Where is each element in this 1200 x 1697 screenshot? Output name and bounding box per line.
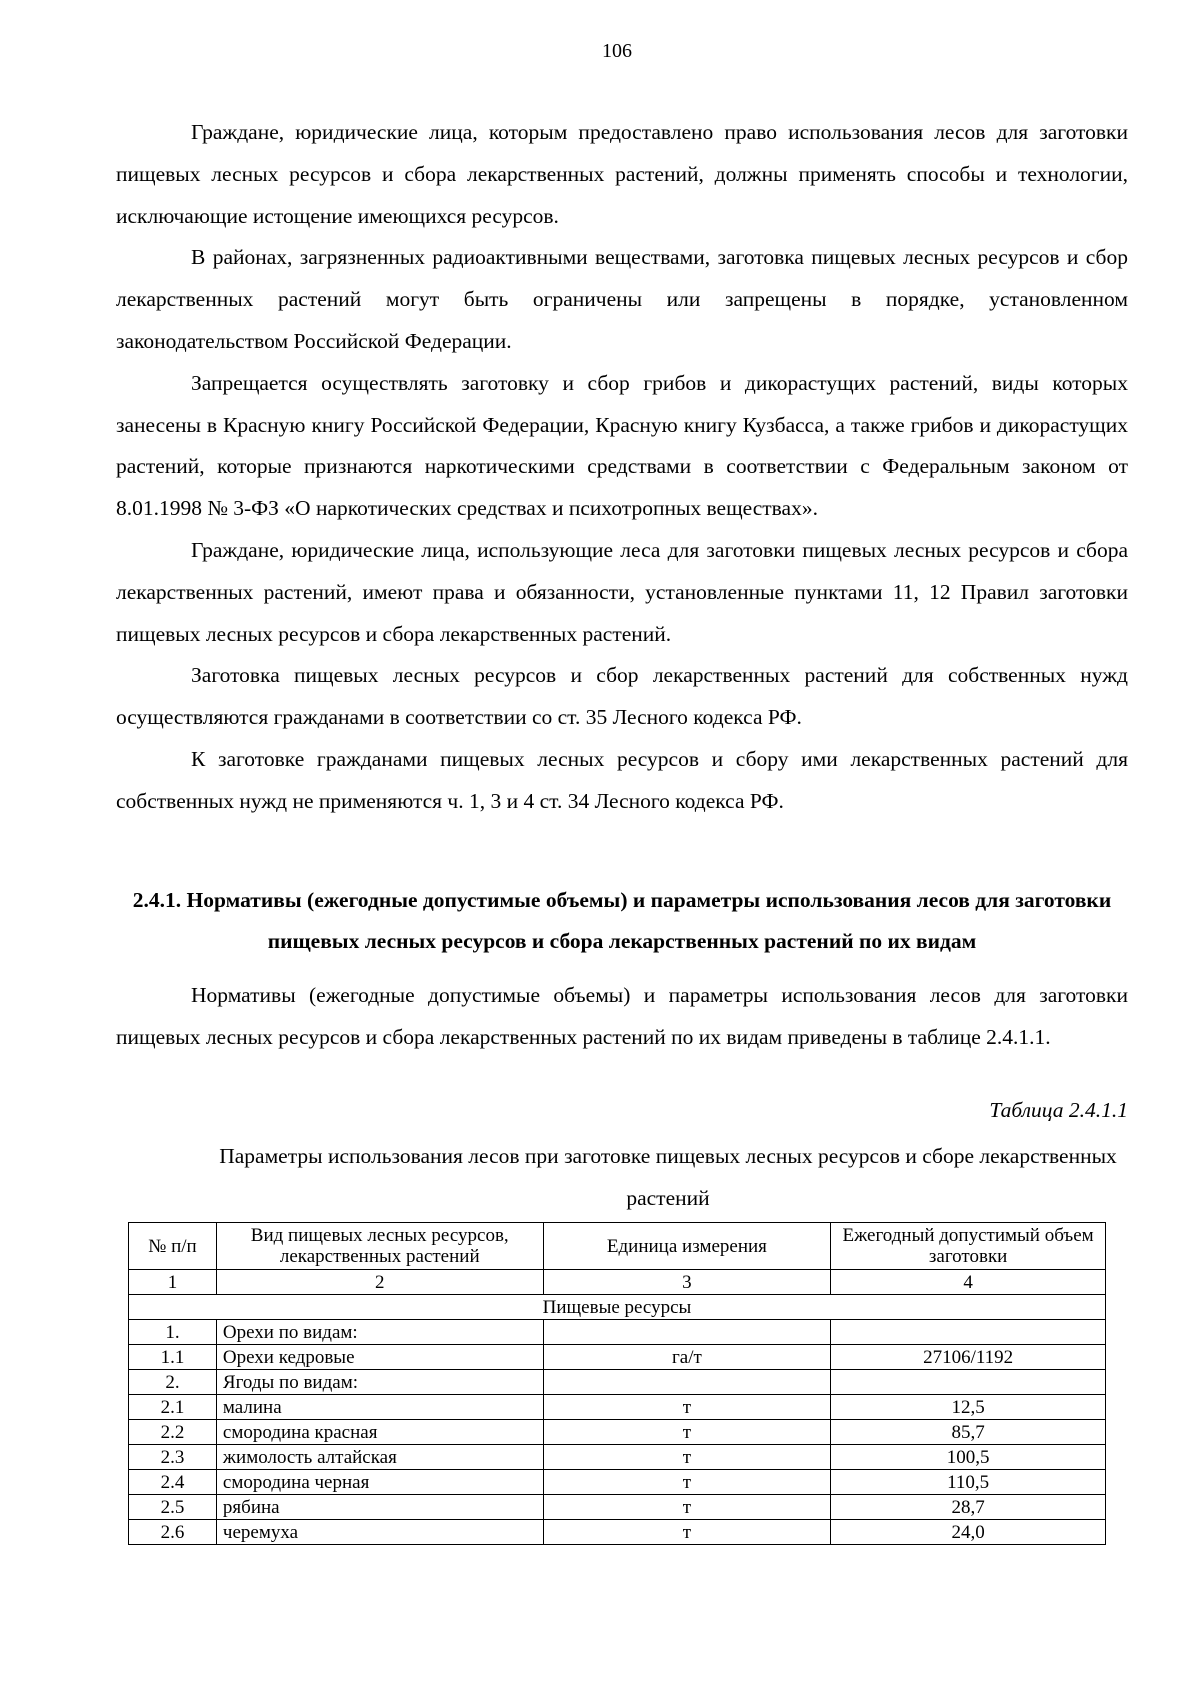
paragraph: В районах, загрязненных радиоактивными веществами, заготовка пищевых лесных ресурсов и сбор лекарственных растений могут быть ограничены или запрещены в порядке, установленном законодательством Российской Федерации.	[116, 245, 1128, 353]
section-heading: 2.4.1. Нормативы (ежегодные допустимые объемы) и параметры использования лесов для заготовки пищевых лесных ресурсов и сбора лекарственных растений по их видам	[132, 888, 1112, 953]
unit	[543, 1320, 831, 1345]
unit: т	[543, 1445, 831, 1470]
column-number-row	[129, 1270, 1106, 1295]
row-number: 1.1	[129, 1345, 217, 1370]
table-row	[129, 1495, 1106, 1520]
unit: т	[543, 1520, 831, 1545]
unit	[543, 1370, 831, 1395]
column-number: 2	[216, 1270, 543, 1295]
column-header: Ежегодный допустимый объем заготовки	[831, 1223, 1106, 1270]
table-label: Таблица 2.4.1.1	[989, 1098, 1128, 1122]
paragraph: Нормативы (ежегодные допустимые объемы) и параметры использования лесов для заготовки пищевых лесных ресурсов и сбора лекарственных растений по их видам приведены в таблице 2.4.1.1.	[116, 983, 1128, 1049]
row-number: 2.2	[129, 1420, 217, 1445]
group-label: Пищевые ресурсы	[129, 1295, 1106, 1320]
table-title: Параметры использования лесов при заготовке пищевых лесных ресурсов и сборе лекарственных растений	[219, 1144, 1117, 1210]
column-number: 3	[543, 1270, 831, 1295]
row-number: 2.5	[129, 1495, 217, 1520]
table-row	[129, 1320, 1106, 1345]
column-header: Вид пищевых лесных ресурсов, лекарственных растений	[216, 1223, 543, 1270]
annual-volume: 85,7	[831, 1420, 1106, 1445]
table-row	[129, 1345, 1106, 1370]
unit: га/т	[543, 1345, 831, 1370]
column-header: № п/п	[129, 1223, 217, 1270]
resource-name: Орехи по видам:	[216, 1320, 543, 1345]
column-header: Единица измерения	[543, 1223, 831, 1270]
row-number: 2.1	[129, 1395, 217, 1420]
group-row	[129, 1295, 1106, 1320]
resource-name: смородина красная	[216, 1420, 543, 1445]
data-table	[128, 1222, 1106, 1545]
column-number: 1	[129, 1270, 217, 1295]
paragraph: К заготовке гражданами пищевых лесных ресурсов и сбору ими лекарственных растений для собственных нужд не применяются ч. 1, 3 и 4 ст. 34 Лесного кодекса РФ.	[116, 746, 1128, 813]
paragraph: Граждане, юридические лица, которым предоставлено право использования лесов для заготовки пищевых лесных ресурсов и сбора лекарственных растений, должны применять способы и технологии, исключающие истощение имеющихся ресурсов.	[116, 120, 1128, 228]
resource-name: Ягоды по видам:	[216, 1370, 543, 1395]
annual-volume	[831, 1370, 1106, 1395]
paragraph: Запрещается осуществлять заготовку и сбор грибов и дикорастущих растений, виды которых занесены в Красную книгу Российской Федерации, Красную книгу Кузбасса, а также грибов и дикорастущих растений, которые признаются наркотическими средствами в соответствии с Федеральным законом от 8.01.1998 № 3-ФЗ «О наркотических средствах и психотропных веществах».	[116, 370, 1128, 521]
section-text	[116, 975, 1128, 1059]
table-row	[129, 1395, 1106, 1420]
row-number: 2.6	[129, 1520, 217, 1545]
paragraph: Граждане, юридические лица, использующие леса для заготовки пищевых лесных ресурсов и сбора лекарственных растений, имеют права и обязанности, установленные пунктами 11, 12 Правил заготовки пищевых лесных ресурсов и сбора лекарственных растений.	[116, 537, 1128, 646]
resource-name: Орехи кедровые	[216, 1345, 543, 1370]
resource-name: рябина	[216, 1495, 543, 1520]
unit: т	[543, 1420, 831, 1445]
resource-name: жимолость алтайская	[216, 1445, 543, 1470]
annual-volume: 24,0	[831, 1520, 1106, 1545]
unit: т	[543, 1395, 831, 1420]
unit: т	[543, 1470, 831, 1495]
table-header-row	[129, 1223, 1106, 1270]
resource-name: черемуха	[216, 1520, 543, 1545]
annual-volume: 12,5	[831, 1395, 1106, 1420]
column-number: 4	[831, 1270, 1106, 1295]
row-number: 1.	[129, 1320, 217, 1345]
table-row	[129, 1420, 1106, 1445]
unit: т	[543, 1495, 831, 1520]
annual-volume: 27106/1192	[831, 1345, 1106, 1370]
annual-volume: 110,5	[831, 1470, 1106, 1495]
table-row	[129, 1470, 1106, 1495]
row-number: 2.4	[129, 1470, 217, 1495]
table-row	[129, 1370, 1106, 1395]
annual-volume: 100,5	[831, 1445, 1106, 1470]
paragraph: Заготовка пищевых лесных ресурсов и сбор лекарственных растений для собственных нужд осуществляются гражданами в соответствии со ст. 35 Лесного кодекса РФ.	[116, 663, 1128, 730]
annual-volume	[831, 1320, 1106, 1345]
resource-name: смородина черная	[216, 1470, 543, 1495]
table-row	[129, 1445, 1106, 1470]
row-number: 2.3	[129, 1445, 217, 1470]
table-row	[129, 1520, 1106, 1545]
annual-volume: 28,7	[831, 1495, 1106, 1520]
body-text	[116, 112, 1128, 823]
row-number: 2.	[129, 1370, 217, 1395]
page-number: 106	[602, 40, 632, 62]
resource-name: малина	[216, 1395, 543, 1420]
